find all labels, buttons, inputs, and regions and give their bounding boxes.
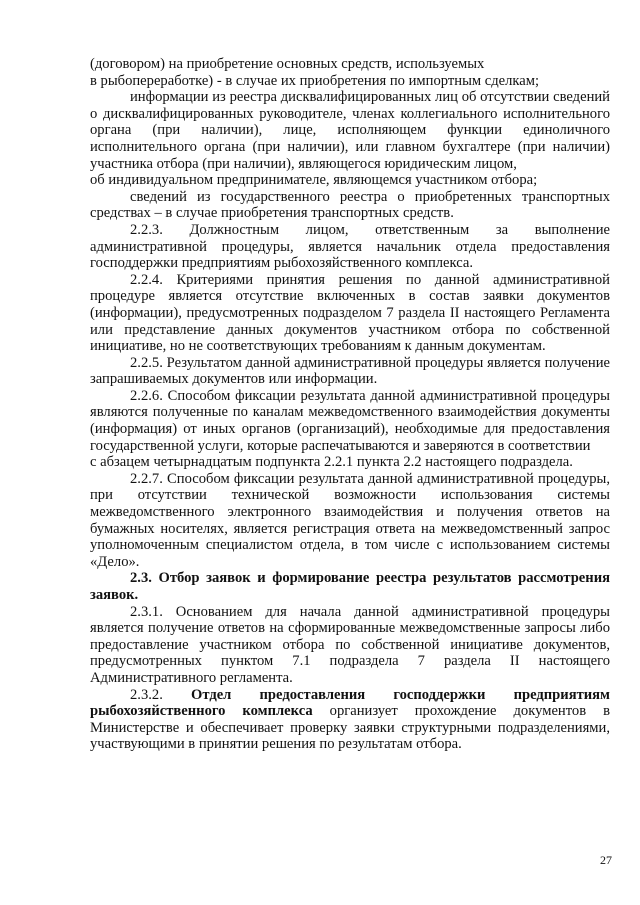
paragraph-2-2-6: 2.2.6. Способом фиксации результата данной административной процедуры являются полученные по каналам межведомственного взаимодействия документы (информация) от иных органов (организаций), необходимые для предоставления государственной услуги, которые распечатываются и заверяются в соответствии [90,387,610,454]
paragraph-2-3-2-bold: Отдел предоставления господдержки предприятиям рыбохозяйственного комплекса [90,686,610,720]
paragraph-2-2-6-end: с абзацем четырнадцатым подпункта 2.2.1 пункта 2.2 настоящего подраздела. [90,454,573,471]
paragraph-2-2-3: 2.2.3. Должностным лицом, ответственным за выполнение административной процедуры, является начальник отдела предоставления господдержки предприятиям рыбохозяйственного комплекса. [90,221,610,272]
paragraph-individual-entrepreneur: об индивидуальном предпринимателе, являющемся участником отбора; [90,172,538,189]
paragraph-continuation-line-2: в рыбопереработке) - в случае их приобретения по импортным сделкам; [90,72,540,89]
section-heading-2-3 [90,570,610,603]
paragraph-2-2-5: 2.2.5. Результатом данной административной процедуры является получение запрашиваемых документов или информации. [90,354,610,388]
paragraph-disqualified-registry: информации из реестра дисквалифицированных лиц об отсутствии сведений о дисквалифицированных руководителе, членах коллегиального исполнительного органа (при наличии), лице, исполняющем функции единоличного исполнительного органа (при наличии), или главном бухгалтере (при наличии) участника отбора (при наличии), являющегося юридическим лицом, [90,89,610,172]
paragraph-2-2-4: 2.2.4. Критериями принятия решения по данной административной процедуре является отсутствие включенных в состав заявки документов (информации), предусмотренных подразделом 7 раздела II настоящего Регламента или представление данных документов участником отбора по собственной инициативе, но не соответствующих требованиям к данным документам. [90,271,610,355]
paragraph-2-2-7: 2.2.7. Способом фиксации результата данной административной процедуры, при отсутствии технической возможности использования системы межведомственного электронного взаимодействия и получения ответов на бумажных носителях, является регистрация ответа на межведомственный запрос уполномоченным специалистом отдела, в том числе с использованием системы «Дело». [90,470,610,570]
paragraph-2-3-2 [90,687,610,753]
paragraph-continuation-line-1: (договором) на приобретение основных средств, используемых [90,56,485,72]
section-heading-2-3-text: 2.3. Отбор заявок и формирование реестра результатов рассмотрения заявок. [90,570,610,603]
paragraph-2-3-2-rest: организует прохождение документов в Министерстве и обеспечивает проверку заявки структурными подразделениями, участвующими в принятии решения по результатам отбора. [90,703,610,753]
paragraph-transport-registry: сведений из государственного реестра о приобретенных транспортных средствах – в случае приобретения транспортных средств. [90,188,610,222]
page-number: 27 [600,853,612,867]
paragraph-2-3-1: 2.3.1. Основанием для начала данной административной процедуры является получение ответов на сформированные межведомственные запросы либо предоставление участником отбора по собственной инициативе документов, предусмотренных пунктом 7.1 подраздела 7 раздела II настоящего Административного регламента. [90,603,610,686]
paragraph-2-3-2-number: 2.3.2. [130,686,163,703]
document-page [90,56,610,753]
